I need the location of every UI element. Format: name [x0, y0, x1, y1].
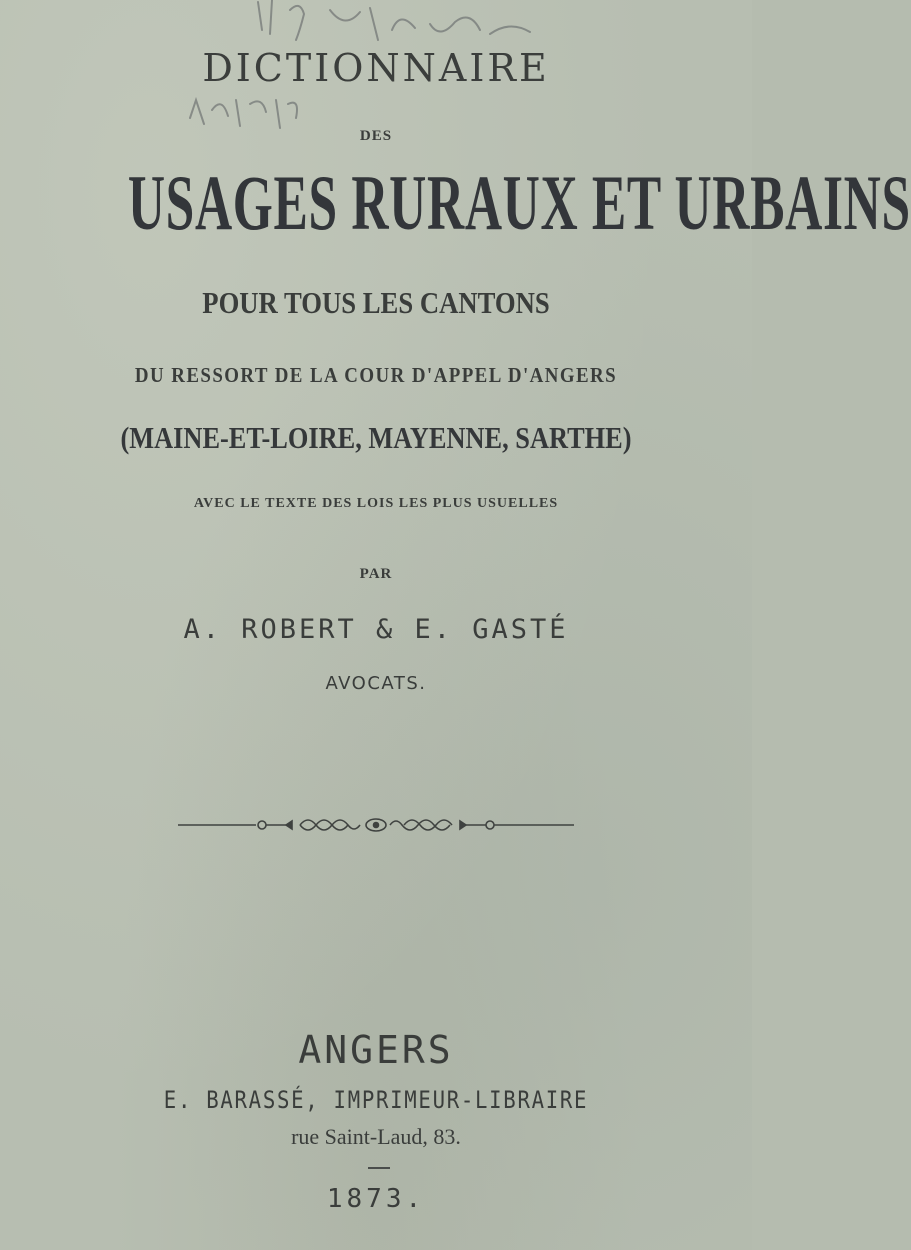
- authors-profession: AVOCATS.: [325, 673, 427, 694]
- imprint-divider: [368, 1167, 390, 1169]
- subtitle-cantons: POUR TOUS LES CANTONS: [202, 285, 550, 320]
- subtitle-avec-texte: AVEC LE TEXTE DES LOIS LES PLUS USUELLES: [193, 496, 559, 511]
- imprint-address: rue Saint-Laud, 83.: [291, 1124, 461, 1149]
- title-dictionnaire: DICTIONNAIRE: [202, 46, 550, 90]
- main-title: USAGES RURAUX ET URBAINS: [127, 159, 911, 246]
- authors: A. ROBERT & E. GASTÉ: [183, 614, 569, 645]
- byline-par: PAR: [359, 566, 393, 582]
- subtitle-ressort: DU RESSORT DE LA COUR D'APPEL D'ANGERS: [134, 363, 618, 387]
- handwritten-mark-3: [190, 100, 297, 128]
- imprint-printer: E. BARASSÉ, IMPRIMEUR-LIBRAIRE: [163, 1086, 589, 1114]
- subtitle-departements: (MAINE-ET-LOIRE, MAYENNE, SARTHE): [120, 420, 632, 455]
- title-des: DES: [359, 128, 393, 144]
- imprint-year: 1873.: [326, 1184, 426, 1214]
- ornamental-rule: [176, 812, 576, 838]
- handwritten-mark-1: [258, 0, 304, 40]
- handwritten-mark-2: [330, 8, 530, 40]
- imprint-city: ANGERS: [298, 1028, 454, 1072]
